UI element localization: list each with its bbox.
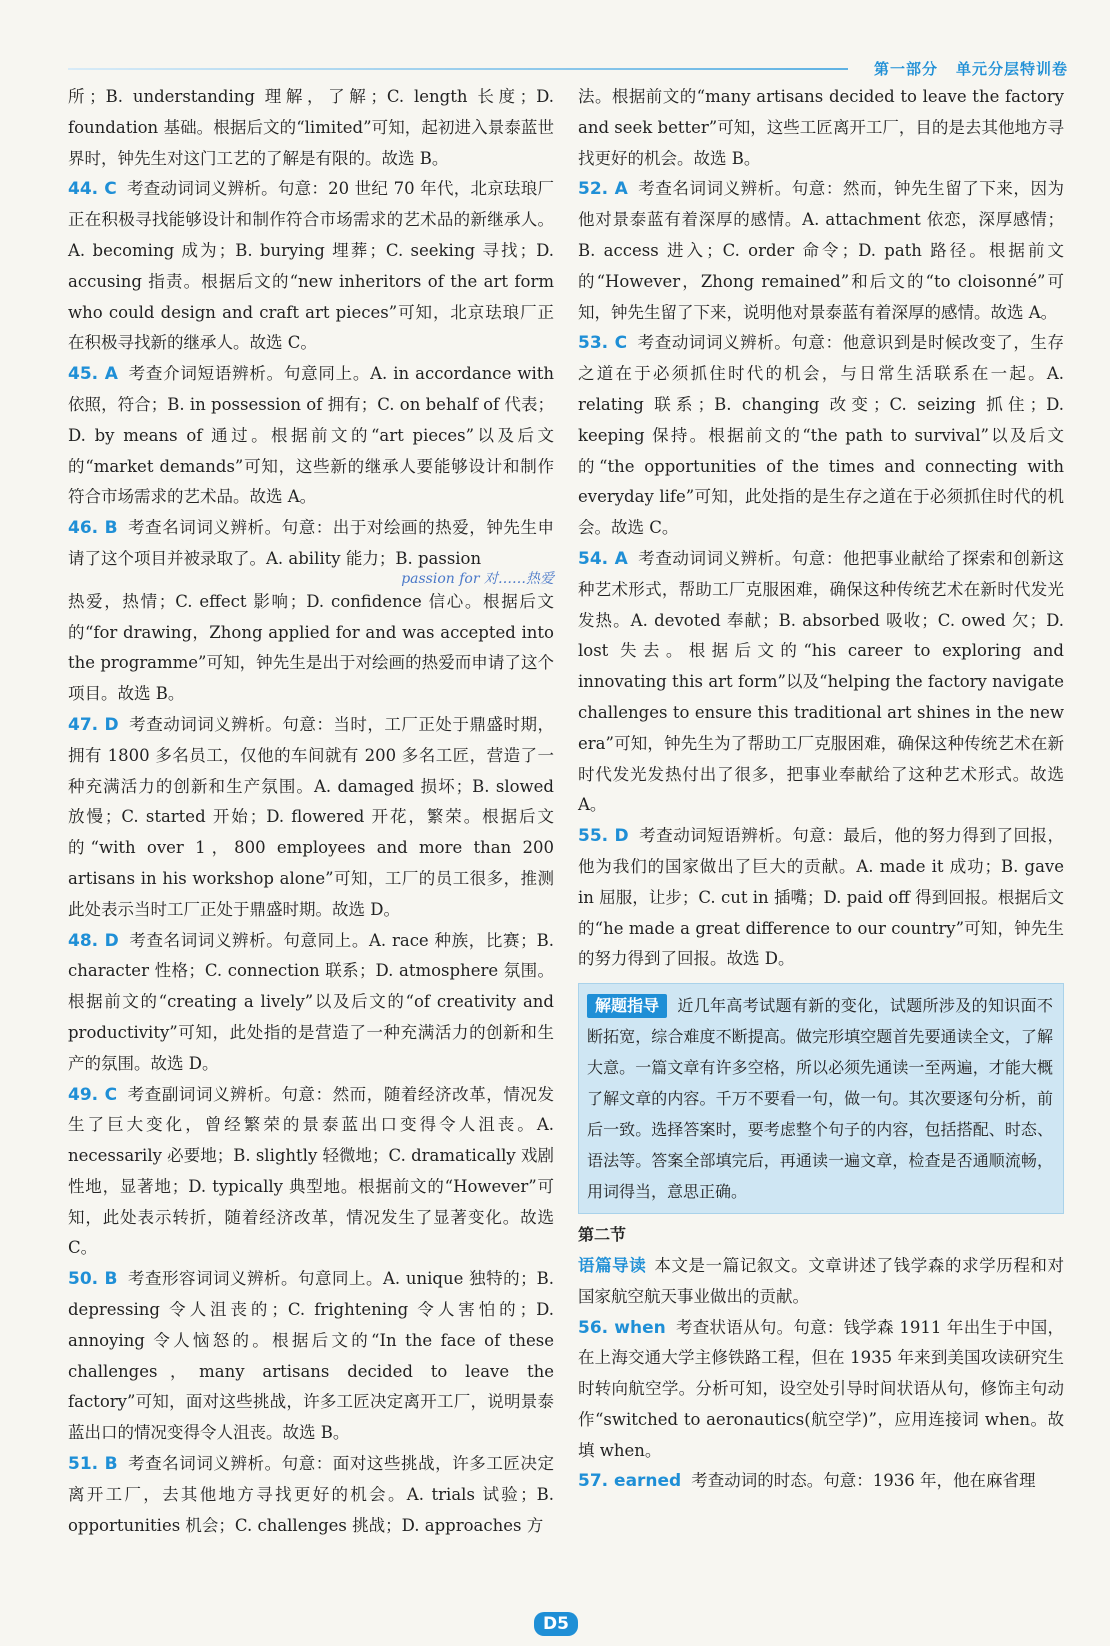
answer-text: 考查动词词义辨析。句意：他把事业献给了探索和创新这种艺术形式，帮助工厂克服困难，确保这种传统艺术在新时代发光发热。A. devoted 奉献；B. absorbed 吸收；C. owed 欠；D. lost 失去。根据后文的“his career to exploring and innovating this art form”以及“helping the factory navigate challenges to ensure this traditional art shines in the new era”可知，钟先生为了帮助工厂克服困难，确保这种传统艺术在新时代发光发热付出了很多，把事业奉献给了这种艺术形式。故选 A。: [578, 548, 1064, 815]
answer-text: 考查名词词义辨析。句意：然而，钟先生留了下来，因为他对景泰蓝有着深厚的感情。A. attachment 依恋，深厚感情；B. access 进入；C. order 命令；D. path 路径。根据前文的“However，Zhong remained”和后文的“to cloisonné”可知，钟先生留了下来，说明他对景泰蓝有着深厚的感情。故选 A。: [578, 179, 1064, 322]
answer-text: 考查名词词义辨析。句意：出于对绘画的热爱，钟先生申请了这个项目并被录取了。A. ability 能力；B. passion: [68, 518, 555, 568]
answer-entry: [578, 1466, 1064, 1497]
answer-text: 考查名词词义辨析。句意同上。A. race 种族，比赛；B. character 性格；C. connection 联系；D. atmosphere 氛围。根据前文的“creating a lively”以及后文的“of creativity and productivity”可知，此处指的是营造了一种充满活力的创新和生产的氛围。故选 D。: [68, 930, 554, 1073]
answer-entry: [68, 359, 554, 513]
answer-entry: [578, 821, 1064, 975]
answer-text: 法。根据前文的“many artisans decided to leave the factory and seek better”可知，这些工匠离开工厂，目的是去其他地方寻找更好的机会。故选 B。: [578, 87, 1064, 168]
answer-entry: [68, 710, 554, 926]
answer-number: 57. earned: [578, 1471, 682, 1492]
tip-label: 解题指导: [587, 994, 667, 1018]
tip-text: 近几年高考试题有新的变化，试题所涉及的知识面不断拓宽，综合难度不断提高。做完形填空题首先要通读全文，了解大意。一篇文章有许多空格，所以必须先通读一至两遍，才能大概了解文章的内容。千万不要看一句，做一句。其次要逐句分析，前后一致。选择答案时，要考虑整个句子的内容，包括搭配、时态、语法等。答案全部填完后，再通读一遍文章，检查是否通顺流畅，用词得当，意思正确。: [587, 996, 1053, 1202]
answer-entry: [68, 174, 554, 359]
answer-entry: [68, 1449, 554, 1541]
reading-guide: [578, 1251, 1064, 1313]
header-series: 单元分层特训卷: [955, 60, 1068, 78]
answer-text: 考查动词词义辨析。句意：他意识到是时候改变了，生存之道在于必须抓住时代的机会，与日常生活联系在一起。A. relating 联系；B. changing 改变；C. seizing 抓住；D. keeping 保持。根据前文的“the path to survival”以及后文的“the opportunities of the times and connecting with everyday life”可知，此处指的是生存之道在于必须抓住时代的机会。故选 C。: [578, 333, 1065, 538]
answer-number: 50. B: [68, 1269, 118, 1290]
answer-text: 考查名词词义辨析。句意：面对这些挑战，许多工匠决定离开工厂，去其他地方寻找更好的机会。A. trials 试验；B. opportunities 机会；C. challenges 挑战；D. approaches 方: [68, 1454, 555, 1535]
answer-text: 考查介词短语辨析。句意同上。A. in accordance with 依照，符合；B. in possession of 拥有；C. on behalf of 代表；D. by means of 通过。根据前文的“art pieces”以及后文的“market demands”可知，这些新的继承人要能够设计和制作符合市场需求的艺术品。故选 A。: [68, 364, 554, 507]
answer-entry: [578, 82, 1064, 174]
answer-entry: [68, 513, 554, 710]
left-column: [68, 82, 554, 1541]
answer-entry: [68, 1080, 554, 1265]
answer-text: 热爱，热情；C. effect 影响；D. confidence 信心。根据后文的“for drawing，Zhong applied for and was accepted into the programme”可知，钟先生是出于对绘画的热爱而申请了这个项目。故选 B。: [68, 591, 554, 704]
header-divider: [68, 68, 848, 70]
answer-entry: [68, 1264, 554, 1449]
answer-number: 48. D: [68, 930, 119, 951]
answer-entry: [578, 328, 1064, 544]
page-number: D5: [534, 1612, 578, 1636]
answer-number: 45. A: [68, 364, 118, 385]
answer-number: 44. C: [68, 179, 117, 200]
answer-text: 考查副词词义辨析。句意：然而，随着经济改革，情况发生了巨大变化，曾经繁荣的景泰蓝出口变得令人沮丧。A. necessarily 必要地；B. slightly 轻微地；C. dramatically 戏剧性地，显著地；D. typically 典型地。根据前文的“However”可知，此处表示转折，随着经济改革，情况发生了显著变化。故选 C。: [68, 1084, 555, 1258]
answer-number: 53. C: [578, 333, 628, 354]
answer-entry: [578, 1313, 1064, 1467]
answer-entry: [68, 82, 554, 174]
answer-text: 考查动词短语辨析。句意：最后，他的努力得到了回报，他为我们的国家做出了巨大的贡献。A. made it 成功；B. gave in 屈服，让步；C. cut in 插嘴；D. paid off 得到回报。根据后文的“he made a great difference to our country”可知，钟先生的努力得到了回报。故选 D。: [578, 826, 1065, 969]
answer-text: 考查状语从句。句意：钱学森 1911 年出生于中国，在上海交通大学主修铁路工程，但在 1935 年来到美国攻读研究生时转向航空学。分析可知，设空处引导时间状语从句，修饰主句动作“switched to aeronautics(航空学)”，应用连接词 when。故填 when。: [578, 1317, 1064, 1460]
answer-number: 52. A: [578, 179, 628, 200]
answer-text: 所；B. understanding 理解，了解；C. length 长度；D. foundation 基础。根据后文的“limited”可知，起初进入景泰蓝世界时，钟先生对这门工艺的了解是有限的。故选 B。: [68, 87, 554, 168]
answer-number: 51. B: [68, 1454, 118, 1475]
answer-text: 考查动词词义辨析。句意：20 世纪 70 年代，北京珐琅厂正在积极寻找能够设计和制作符合市场需求的艺术品的新继承人。A. becoming 成为；B. burying 埋葬；C. seeking 寻找；D. accusing 指责。根据后文的“new inheritors of the art form who could design and craft art pieces”可知，北京珐琅厂正在积极寻找新的继承人。故选 C。: [68, 179, 554, 353]
handwritten-note: passion for 对……热爱: [401, 570, 554, 587]
answer-entry: [578, 174, 1064, 328]
answer-text: 考查动词词义辨析。句意：当时，工厂正处于鼎盛时期，拥有 1800 多名员工，仅他的车间就有 200 多名工匠，营造了一种充满活力的创新和生产氛围。A. damaged 损坏；B. slowed 放慢；C. started 开始；D. flowered 开花，繁荣。根据后文的“with over 1，800 employees and more than 200 artisans in his workshop alone”可知，工厂的员工很多，推测此处表示当时工厂正处于鼎盛时期。故选 D。: [68, 714, 555, 919]
tip-box: [578, 983, 1064, 1214]
running-header: [856, 58, 1068, 79]
header-part: 第一部分: [873, 60, 938, 78]
answer-number: 55. D: [578, 826, 629, 847]
section-title: 第二节: [578, 1225, 627, 1245]
answer-number: 46. B: [68, 518, 118, 539]
guide-text: 本文是一篇记叙文。文章讲述了钱学森的求学历程和对国家航空航天事业做出的贡献。: [578, 1255, 1065, 1306]
answer-number: 56. when: [578, 1317, 666, 1338]
answer-number: 47. D: [68, 714, 119, 735]
answer-text: 考查形容词词义辨析。句意同上。A. unique 独特的；B. depressing 令人沮丧的；C. frightening 令人害怕的；D. annoying 令人恼怒的。根据后文的“In the face of these challenges，many artisans decided to leave the factory”可知，面对这些挑战，许多工匠决定离开工厂，说明景泰蓝出口的情况变得令人沮丧。故选 B。: [68, 1269, 554, 1443]
answer-entry: [578, 544, 1064, 821]
answer-entry: [68, 926, 554, 1080]
answer-number: 54. A: [578, 548, 628, 569]
answer-text: 考查动词的时态。句意：1936 年，他在麻省理: [691, 1471, 1036, 1491]
guide-label: 语篇导读: [578, 1255, 647, 1275]
answer-number: 49. C: [68, 1084, 118, 1105]
right-column: [578, 82, 1064, 1497]
